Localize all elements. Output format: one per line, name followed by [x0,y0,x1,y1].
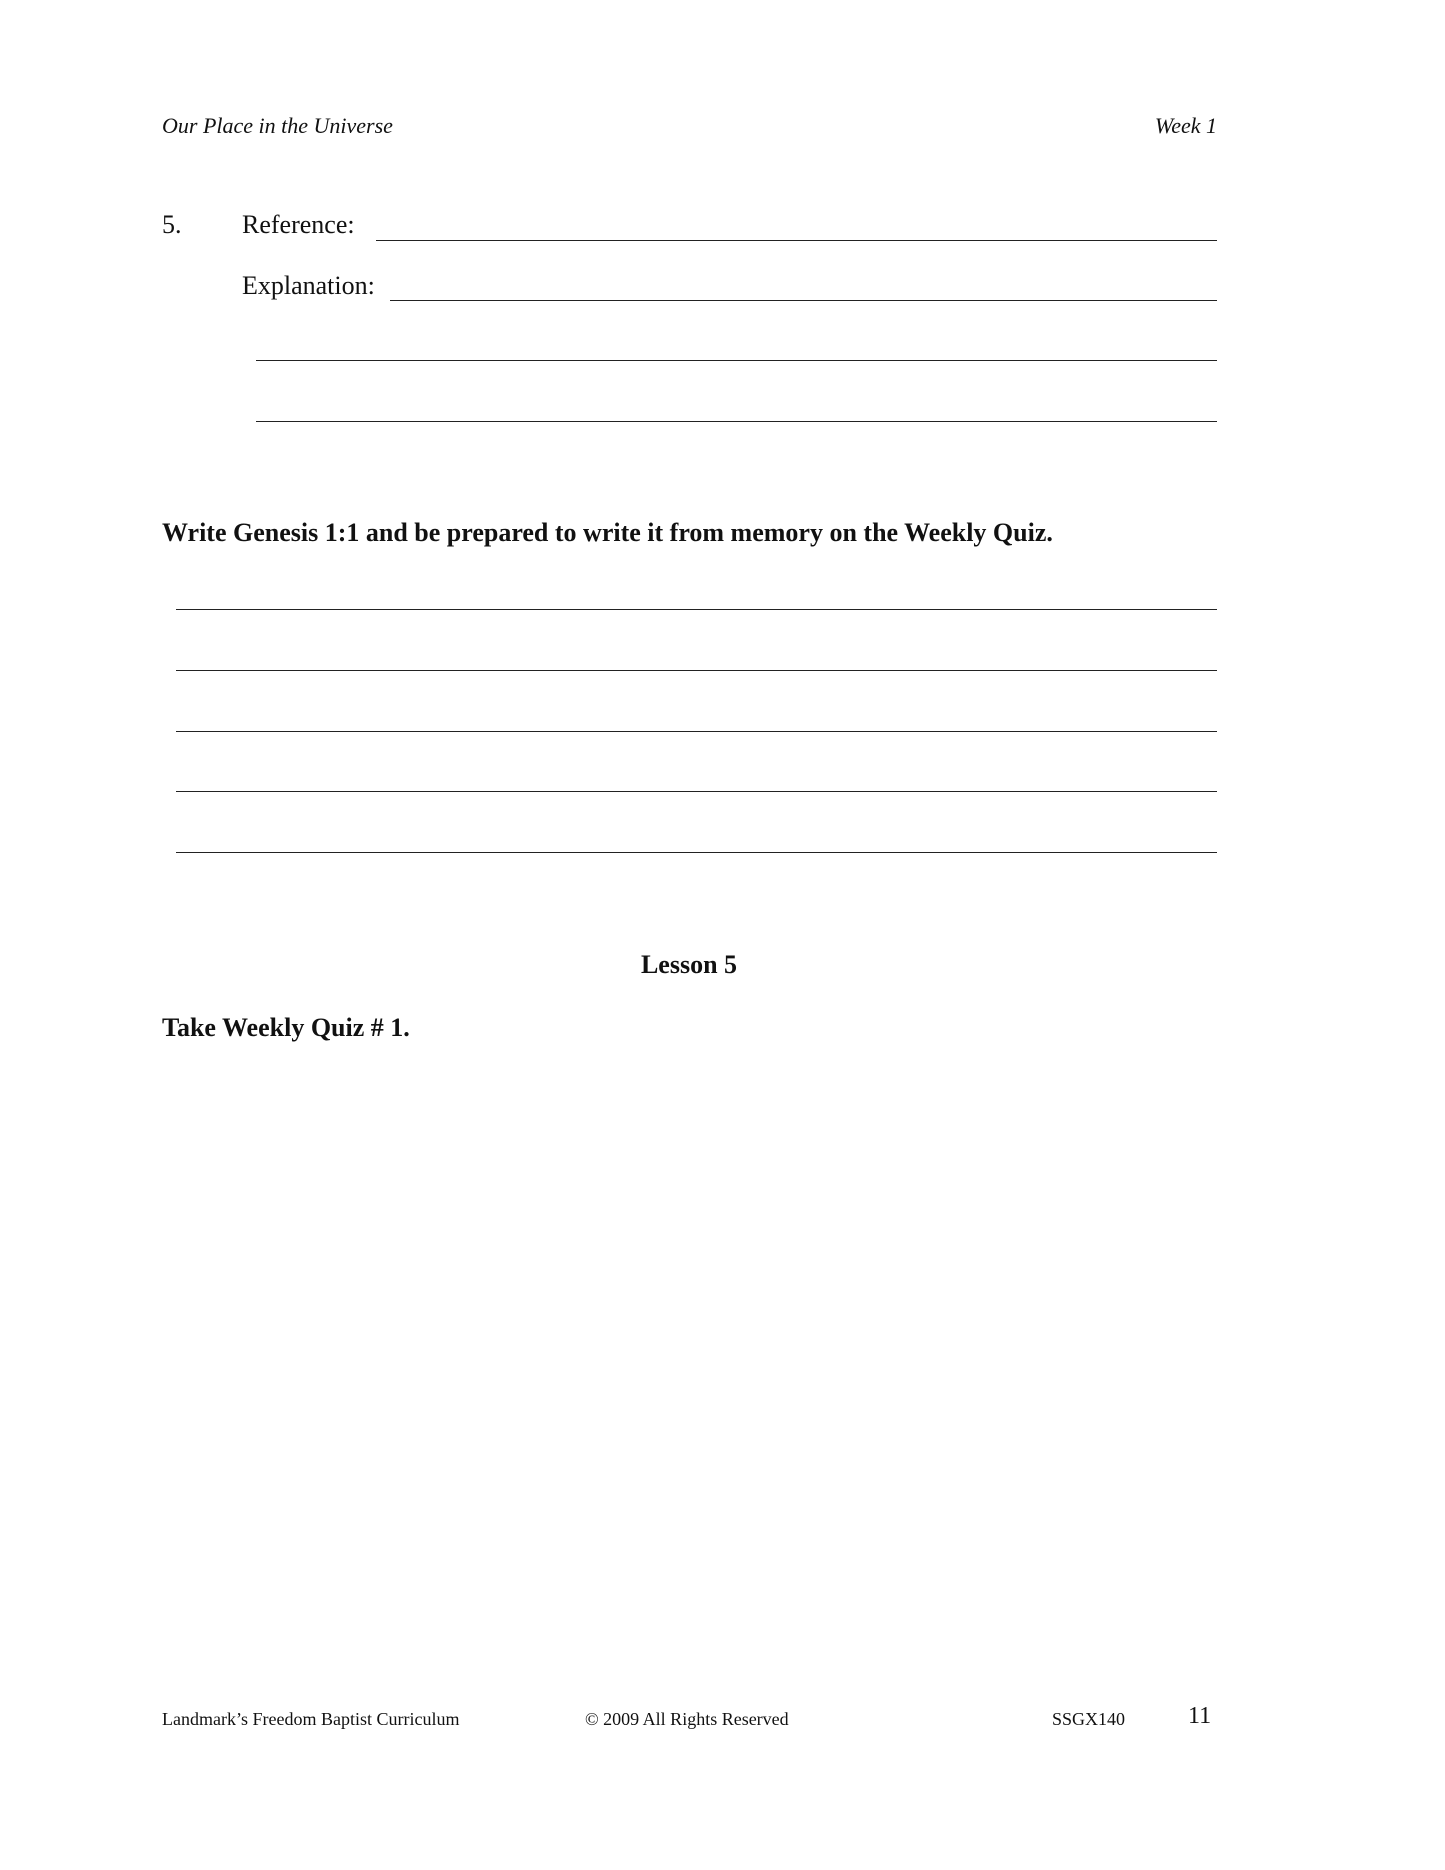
explanation-label: Explanation: [242,271,375,300]
page-number: 11 [1188,1703,1212,1729]
footer-copyright: © 2009 All Rights Reserved [585,1709,789,1729]
explanation-answer-line[interactable] [256,421,1217,422]
question-number: 5. [162,210,182,239]
running-head-title: Our Place in the Universe [162,113,393,138]
memory-verse-line[interactable] [176,791,1217,792]
running-head-week: Week 1 [1154,113,1217,138]
lesson-instruction: Take Weekly Quiz # 1. [162,1013,410,1042]
footer-code: SSGX140 [1052,1709,1126,1729]
explanation-answer-line[interactable] [256,360,1217,361]
reference-label: Reference: [242,210,355,239]
memory-verse-instruction: Write Genesis 1:1 and be prepared to write it from memory on the Weekly Quiz. [162,518,1053,547]
memory-verse-line[interactable] [176,609,1217,610]
memory-verse-line[interactable] [176,670,1217,671]
reference-answer-line[interactable] [376,240,1217,241]
lesson-heading: Lesson 5 [640,950,738,979]
footer-publisher: Landmark’s Freedom Baptist Curriculum [162,1709,460,1729]
memory-verse-line[interactable] [176,731,1217,732]
memory-verse-line[interactable] [176,852,1217,853]
explanation-answer-line[interactable] [390,300,1217,301]
